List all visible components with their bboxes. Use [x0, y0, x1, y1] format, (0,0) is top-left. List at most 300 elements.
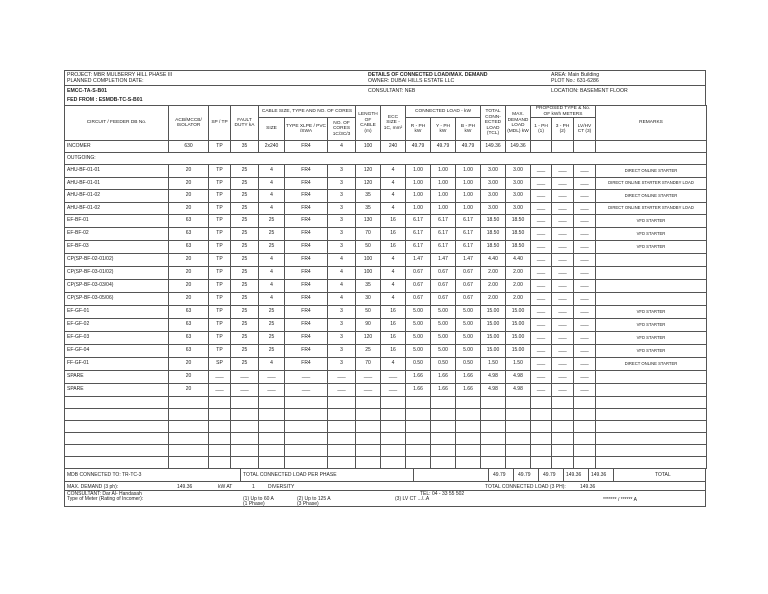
table-cell: 5.00: [456, 332, 481, 345]
table-cell: 6.17: [406, 241, 431, 254]
table-cell: ___: [574, 241, 596, 254]
table-cell: [574, 409, 596, 421]
sheet-title: DETAILS OF CONNECTED LOAD/MAX. DEMAND: [368, 72, 488, 78]
meter-option-3: (3) LV CT .../..A: [395, 496, 430, 502]
remarks-cell: DIRECT ONLINE STARTER: [596, 358, 707, 371]
table-cell: 1.47: [406, 254, 431, 267]
table-cell: ___: [552, 384, 574, 397]
table-cell: ___: [285, 371, 328, 384]
table-cell: 0.67: [431, 280, 456, 293]
table-cell: ___: [552, 165, 574, 178]
table-cell: 16: [381, 241, 406, 254]
table-cell: 0.67: [406, 280, 431, 293]
table-cell: 3: [328, 358, 356, 371]
table-cell: 5.00: [406, 319, 431, 332]
table-cell: [552, 421, 574, 433]
table-cell: 100: [356, 141, 381, 153]
table-cell: [531, 445, 552, 457]
table-cell: 3.00: [506, 178, 531, 190]
table-row: [65, 190, 707, 203]
table-cell: [431, 457, 456, 469]
table-cell: ___: [531, 358, 552, 371]
table-cell: 16: [381, 215, 406, 228]
table-cell: [231, 421, 259, 433]
col-1ph-meter: 1 - PH (1): [531, 118, 552, 141]
table-cell: ___: [574, 165, 596, 178]
table-cell: SPARE: [65, 384, 169, 397]
table-cell: 15.00: [506, 319, 531, 332]
table-row: [65, 293, 707, 306]
table-cell: 63: [169, 215, 209, 228]
table-cell: EF-BF-02: [65, 228, 169, 241]
table-cell: [406, 457, 431, 469]
table-cell: TP: [209, 267, 231, 280]
table-cell: 100: [356, 267, 381, 280]
incomer-row: [65, 141, 707, 153]
table-cell: 3.00: [481, 203, 506, 215]
project-name: PROJECT: MBR MULBERRY HILL PHASE III: [67, 72, 173, 78]
table-cell: 20: [169, 254, 209, 267]
table-cell: [506, 397, 531, 409]
table-cell: ___: [552, 254, 574, 267]
table-cell: 2.00: [506, 293, 531, 306]
table-cell: 3: [328, 345, 356, 358]
table-cell: 1.66: [456, 371, 481, 384]
table-cell: FR4: [285, 241, 328, 254]
table-cell: 2.00: [506, 280, 531, 293]
col-fault-duty: FAULT DUTY kA: [231, 106, 259, 141]
table-cell: ___: [574, 215, 596, 228]
table-cell: [209, 409, 231, 421]
meter-option-1-phase: (1 Phase): [243, 501, 265, 507]
table-cell: 0.67: [431, 267, 456, 280]
table-cell: [328, 421, 356, 433]
table-cell: ___: [552, 215, 574, 228]
table-cell: ___: [552, 306, 574, 319]
table-cell: FR4: [285, 267, 328, 280]
table-cell: 90: [356, 319, 381, 332]
col-y-phase: Y - PH kW: [431, 118, 456, 141]
col-total-connected: TOTAL CONN- ECTED LOAD (TCL): [481, 106, 506, 141]
table-cell: 25: [231, 267, 259, 280]
table-cell: [381, 397, 406, 409]
table-cell: 15.00: [506, 306, 531, 319]
max-demand-label: MAX. DEMAND (3 ph):: [67, 484, 119, 490]
table-cell: [209, 397, 231, 409]
table-cell: 1.00: [456, 190, 481, 203]
consultant: CONSULTANT: NEB: [368, 88, 416, 94]
table-body: [65, 141, 707, 469]
table-cell: ___: [552, 319, 574, 332]
table-cell: [456, 433, 481, 445]
table-cell: 6.17: [456, 228, 481, 241]
table-cell: 25: [231, 215, 259, 228]
table-cell: ___: [574, 332, 596, 345]
remarks-cell: [596, 254, 707, 267]
table-cell: 3.00: [506, 165, 531, 178]
table-cell: ___: [328, 371, 356, 384]
table-row: [65, 280, 707, 293]
table-cell: [259, 409, 285, 421]
table-cell: [356, 421, 381, 433]
table-cell: [431, 397, 456, 409]
table-cell: 630: [169, 141, 209, 153]
table-cell: [381, 457, 406, 469]
remarks-cell: DIRECT ONLINE STARTER: [596, 165, 707, 178]
table-cell: 16: [381, 306, 406, 319]
table-cell: ___: [552, 228, 574, 241]
table-cell: ___: [231, 371, 259, 384]
table-cell: FR4: [285, 345, 328, 358]
total-b: 49.79: [543, 472, 556, 478]
table-cell: 1.00: [431, 203, 456, 215]
total-y: 49.79: [518, 472, 531, 478]
table-cell: [596, 433, 707, 445]
table-cell: TP: [209, 203, 231, 215]
table-cell: 25: [356, 345, 381, 358]
table-cell: [169, 421, 209, 433]
table-cell: ___: [531, 332, 552, 345]
remarks-cell: VFD STARTER: [596, 332, 707, 345]
table-cell: 4.98: [481, 371, 506, 384]
table-cell: ___: [574, 384, 596, 397]
table-cell: ___: [552, 190, 574, 203]
table-cell: 25: [231, 280, 259, 293]
table-cell: ___: [259, 371, 285, 384]
table-cell: [231, 445, 259, 457]
table-row: [65, 228, 707, 241]
table-row: [65, 371, 707, 384]
table-cell: EF-GF-02: [65, 319, 169, 332]
remarks-cell: VFD STARTER: [596, 345, 707, 358]
table-row: [65, 345, 707, 358]
col-length: LENGTH OF CABLE (m): [356, 106, 381, 141]
table-cell: 4: [381, 165, 406, 178]
table-cell: [65, 397, 169, 409]
table-cell: 3: [328, 165, 356, 178]
table-cell: [456, 445, 481, 457]
table-cell: 240: [381, 141, 406, 153]
table-cell: 1.00: [456, 178, 481, 190]
table-cell: 16: [381, 319, 406, 332]
table-cell: 50: [356, 306, 381, 319]
table-cell: TP: [209, 141, 231, 153]
table-cell: 49.79: [456, 141, 481, 153]
table-cell: EF-GF-01: [65, 306, 169, 319]
col-sp-tp: SP / TP: [209, 106, 231, 141]
table-row: [65, 215, 707, 228]
table-cell: 4: [259, 254, 285, 267]
table-cell: 4: [259, 165, 285, 178]
table-cell: 20: [169, 371, 209, 384]
table-cell: 1.00: [456, 165, 481, 178]
table-cell: 1.66: [456, 384, 481, 397]
table-cell: 2.00: [481, 280, 506, 293]
table-row: [65, 319, 707, 332]
table-cell: 1.00: [406, 165, 431, 178]
table-cell: [231, 433, 259, 445]
owner: OWNER: DUBAI HILLS ESTATE LLC: [368, 78, 455, 84]
table-cell: [209, 445, 231, 457]
table-cell: FR4: [285, 306, 328, 319]
remarks-cell: DIRECT ONLINE STARTER STANDBY LOAD: [596, 178, 707, 190]
table-cell: 25: [259, 306, 285, 319]
table-cell: [259, 397, 285, 409]
table-cell: FR4: [285, 280, 328, 293]
table-cell: ___: [574, 371, 596, 384]
table-cell: ___: [552, 345, 574, 358]
table-cell: ___: [574, 178, 596, 190]
table-cell: [169, 457, 209, 469]
table-cell: [169, 397, 209, 409]
table-cell: FR4: [285, 319, 328, 332]
table-cell: 25: [231, 165, 259, 178]
table-row: [65, 332, 707, 345]
table-cell: 4: [381, 203, 406, 215]
table-cell: 25: [231, 241, 259, 254]
table-cell: ___: [574, 293, 596, 306]
table-cell: 18.50: [506, 215, 531, 228]
outgoing-label: OUTGOING:: [65, 153, 707, 165]
table-cell: FR4: [285, 141, 328, 153]
table-cell: 16: [381, 345, 406, 358]
table-cell: [506, 457, 531, 469]
table-cell: 0.67: [456, 280, 481, 293]
footer-consultant: CONSULTANT: Dar Al- Handasah: [67, 491, 142, 497]
table-cell: 6.17: [431, 228, 456, 241]
table-cell: FF-GF-01: [65, 358, 169, 371]
table-cell: TP: [209, 345, 231, 358]
table-cell: 100: [356, 254, 381, 267]
table-cell: 35: [231, 141, 259, 153]
table-cell: 1.66: [406, 384, 431, 397]
table-cell: 3.00: [481, 178, 506, 190]
table-cell: ___: [259, 384, 285, 397]
table-cell: [506, 445, 531, 457]
table-cell: 25: [231, 332, 259, 345]
table-cell: [531, 409, 552, 421]
table-cell: EF-BF-01: [65, 215, 169, 228]
table-cell: 3: [328, 190, 356, 203]
table-cell: 1.66: [431, 371, 456, 384]
table-cell: ___: [531, 165, 552, 178]
table-cell: [65, 421, 169, 433]
table-cell: 6.17: [431, 241, 456, 254]
table-cell: 15.00: [481, 319, 506, 332]
table-cell: TP: [209, 190, 231, 203]
table-cell: 6.17: [456, 215, 481, 228]
meter-option-1: (1) Up to 60 A: [243, 496, 274, 502]
table-cell: [356, 457, 381, 469]
tcl-3ph-label: TOTAL CONNECTED LOAD (3 PH):: [485, 484, 566, 490]
table-cell: 1.66: [431, 384, 456, 397]
table-cell: [574, 421, 596, 433]
table-cell: [381, 433, 406, 445]
table-cell: ___: [574, 267, 596, 280]
table-cell: [552, 141, 574, 153]
table-cell: TP: [209, 254, 231, 267]
table-row: [65, 165, 707, 178]
table-cell: 63: [169, 306, 209, 319]
table-cell: 25: [231, 306, 259, 319]
table-cell: [596, 397, 707, 409]
table-cell: [381, 445, 406, 457]
table-cell: ___: [552, 332, 574, 345]
table-cell: ___: [531, 241, 552, 254]
table-cell: 0.67: [431, 293, 456, 306]
table-cell: 20: [169, 203, 209, 215]
table-cell: 63: [169, 228, 209, 241]
table-cell: [259, 445, 285, 457]
table-cell: 4: [259, 190, 285, 203]
table-cell: ___: [552, 203, 574, 215]
table-cell: 18.50: [481, 241, 506, 254]
load-schedule-sheet: [64, 70, 706, 507]
table-cell: 18.50: [481, 228, 506, 241]
table-cell: [574, 457, 596, 469]
table-cell: 49.79: [406, 141, 431, 153]
table-cell: 4: [381, 358, 406, 371]
table-cell: 15.00: [506, 332, 531, 345]
location: LOCATION: BASEMENT FLOOR: [551, 88, 628, 94]
table-cell: 5.00: [431, 332, 456, 345]
table-cell: FR4: [285, 190, 328, 203]
kw-at: kW AT: [218, 484, 233, 490]
col-connected-load-group: CONNECTED LOAD - kW: [406, 106, 481, 118]
table-cell: [481, 409, 506, 421]
table-cell: 18.50: [481, 215, 506, 228]
table-cell: 1.00: [406, 190, 431, 203]
table-cell: [406, 409, 431, 421]
empty-row: [65, 421, 707, 433]
table-cell: CP(SP-BF-03-03/04): [65, 280, 169, 293]
table-row: [65, 358, 707, 371]
table-cell: ___: [209, 371, 231, 384]
table-cell: [231, 457, 259, 469]
table-cell: [285, 397, 328, 409]
table-cell: ___: [574, 228, 596, 241]
meter-type: Type of Meter (Rating of Incomer):: [67, 496, 144, 502]
table-cell: ___: [552, 267, 574, 280]
table-cell: 4.40: [506, 254, 531, 267]
table-cell: TP: [209, 332, 231, 345]
table-cell: [531, 397, 552, 409]
table-cell: [596, 141, 707, 153]
table-cell: 0.50: [456, 358, 481, 371]
table-cell: TP: [209, 178, 231, 190]
table-cell: 4.98: [506, 384, 531, 397]
table-cell: 5.00: [456, 306, 481, 319]
table-cell: 4: [328, 267, 356, 280]
table-cell: FR4: [285, 358, 328, 371]
outgoing-row: [65, 153, 707, 165]
table-cell: [552, 409, 574, 421]
table-cell: 4: [381, 254, 406, 267]
table-cell: ___: [231, 384, 259, 397]
table-cell: 3: [328, 215, 356, 228]
table-cell: 20: [169, 358, 209, 371]
table-cell: ___: [552, 280, 574, 293]
table-cell: 5.00: [406, 345, 431, 358]
empty-row: [65, 433, 707, 445]
table-cell: 4: [381, 267, 406, 280]
sheet-footer: [64, 469, 706, 507]
table-cell: 20: [169, 293, 209, 306]
table-cell: FR4: [285, 332, 328, 345]
table-cell: 5.00: [406, 306, 431, 319]
table-cell: [531, 457, 552, 469]
table-cell: 4.40: [481, 254, 506, 267]
table-cell: 15.00: [481, 332, 506, 345]
table-cell: ___: [381, 371, 406, 384]
table-cell: 4: [259, 358, 285, 371]
table-cell: INCOMER: [65, 141, 169, 153]
total-connected: 149.36: [566, 472, 582, 478]
table-cell: [285, 421, 328, 433]
table-row: [65, 384, 707, 397]
table-cell: 1.00: [431, 178, 456, 190]
table-cell: [574, 433, 596, 445]
table-cell: 20: [169, 384, 209, 397]
table-cell: [328, 397, 356, 409]
table-cell: SPARE: [65, 371, 169, 384]
fed-from: FED FROM : ESMDB-TC-S-B01: [67, 97, 143, 103]
table-cell: [406, 421, 431, 433]
table-cell: 3: [328, 319, 356, 332]
table-cell: 16: [381, 228, 406, 241]
table-cell: AHU-BF-01-02: [65, 190, 169, 203]
table-cell: 5.00: [456, 319, 481, 332]
table-cell: AHU-BF-01-01: [65, 178, 169, 190]
table-cell: 1.47: [431, 254, 456, 267]
table-row: [65, 267, 707, 280]
table-cell: 25: [231, 190, 259, 203]
table-cell: CP(SP-BF-02-01/02): [65, 254, 169, 267]
table-cell: 6.17: [406, 215, 431, 228]
table-cell: 149.36: [481, 141, 506, 153]
table-cell: [169, 445, 209, 457]
col-acb: ACB/MCCB/ ISOLATOR: [169, 106, 209, 141]
table-cell: [574, 445, 596, 457]
col-proposed-meters-group: PROPOSED TYPE & No. OF kWh METERS: [531, 106, 596, 118]
table-cell: [259, 421, 285, 433]
table-cell: [285, 409, 328, 421]
table-cell: [596, 421, 707, 433]
table-cell: [406, 445, 431, 457]
table-cell: 4: [259, 293, 285, 306]
col-ecc: ECC SIZE - 1C, mm²: [381, 106, 406, 141]
table-cell: 4.98: [481, 384, 506, 397]
table-cell: ___: [531, 319, 552, 332]
table-cell: [431, 433, 456, 445]
table-cell: [231, 409, 259, 421]
table-cell: 4: [381, 190, 406, 203]
table-cell: [596, 457, 707, 469]
table-cell: 3.00: [506, 190, 531, 203]
table-cell: ___: [381, 384, 406, 397]
table-cell: ___: [531, 228, 552, 241]
sheet-header: [64, 70, 706, 105]
table-cell: 149.36: [506, 141, 531, 153]
meter-option-2: (2) Up to 125 A: [297, 496, 331, 502]
table-cell: FR4: [285, 215, 328, 228]
table-cell: 25: [231, 254, 259, 267]
table-cell: 25: [231, 293, 259, 306]
table-cell: ___: [356, 384, 381, 397]
table-header: [65, 106, 707, 141]
table-cell: 4: [328, 293, 356, 306]
table-cell: 5.00: [431, 306, 456, 319]
